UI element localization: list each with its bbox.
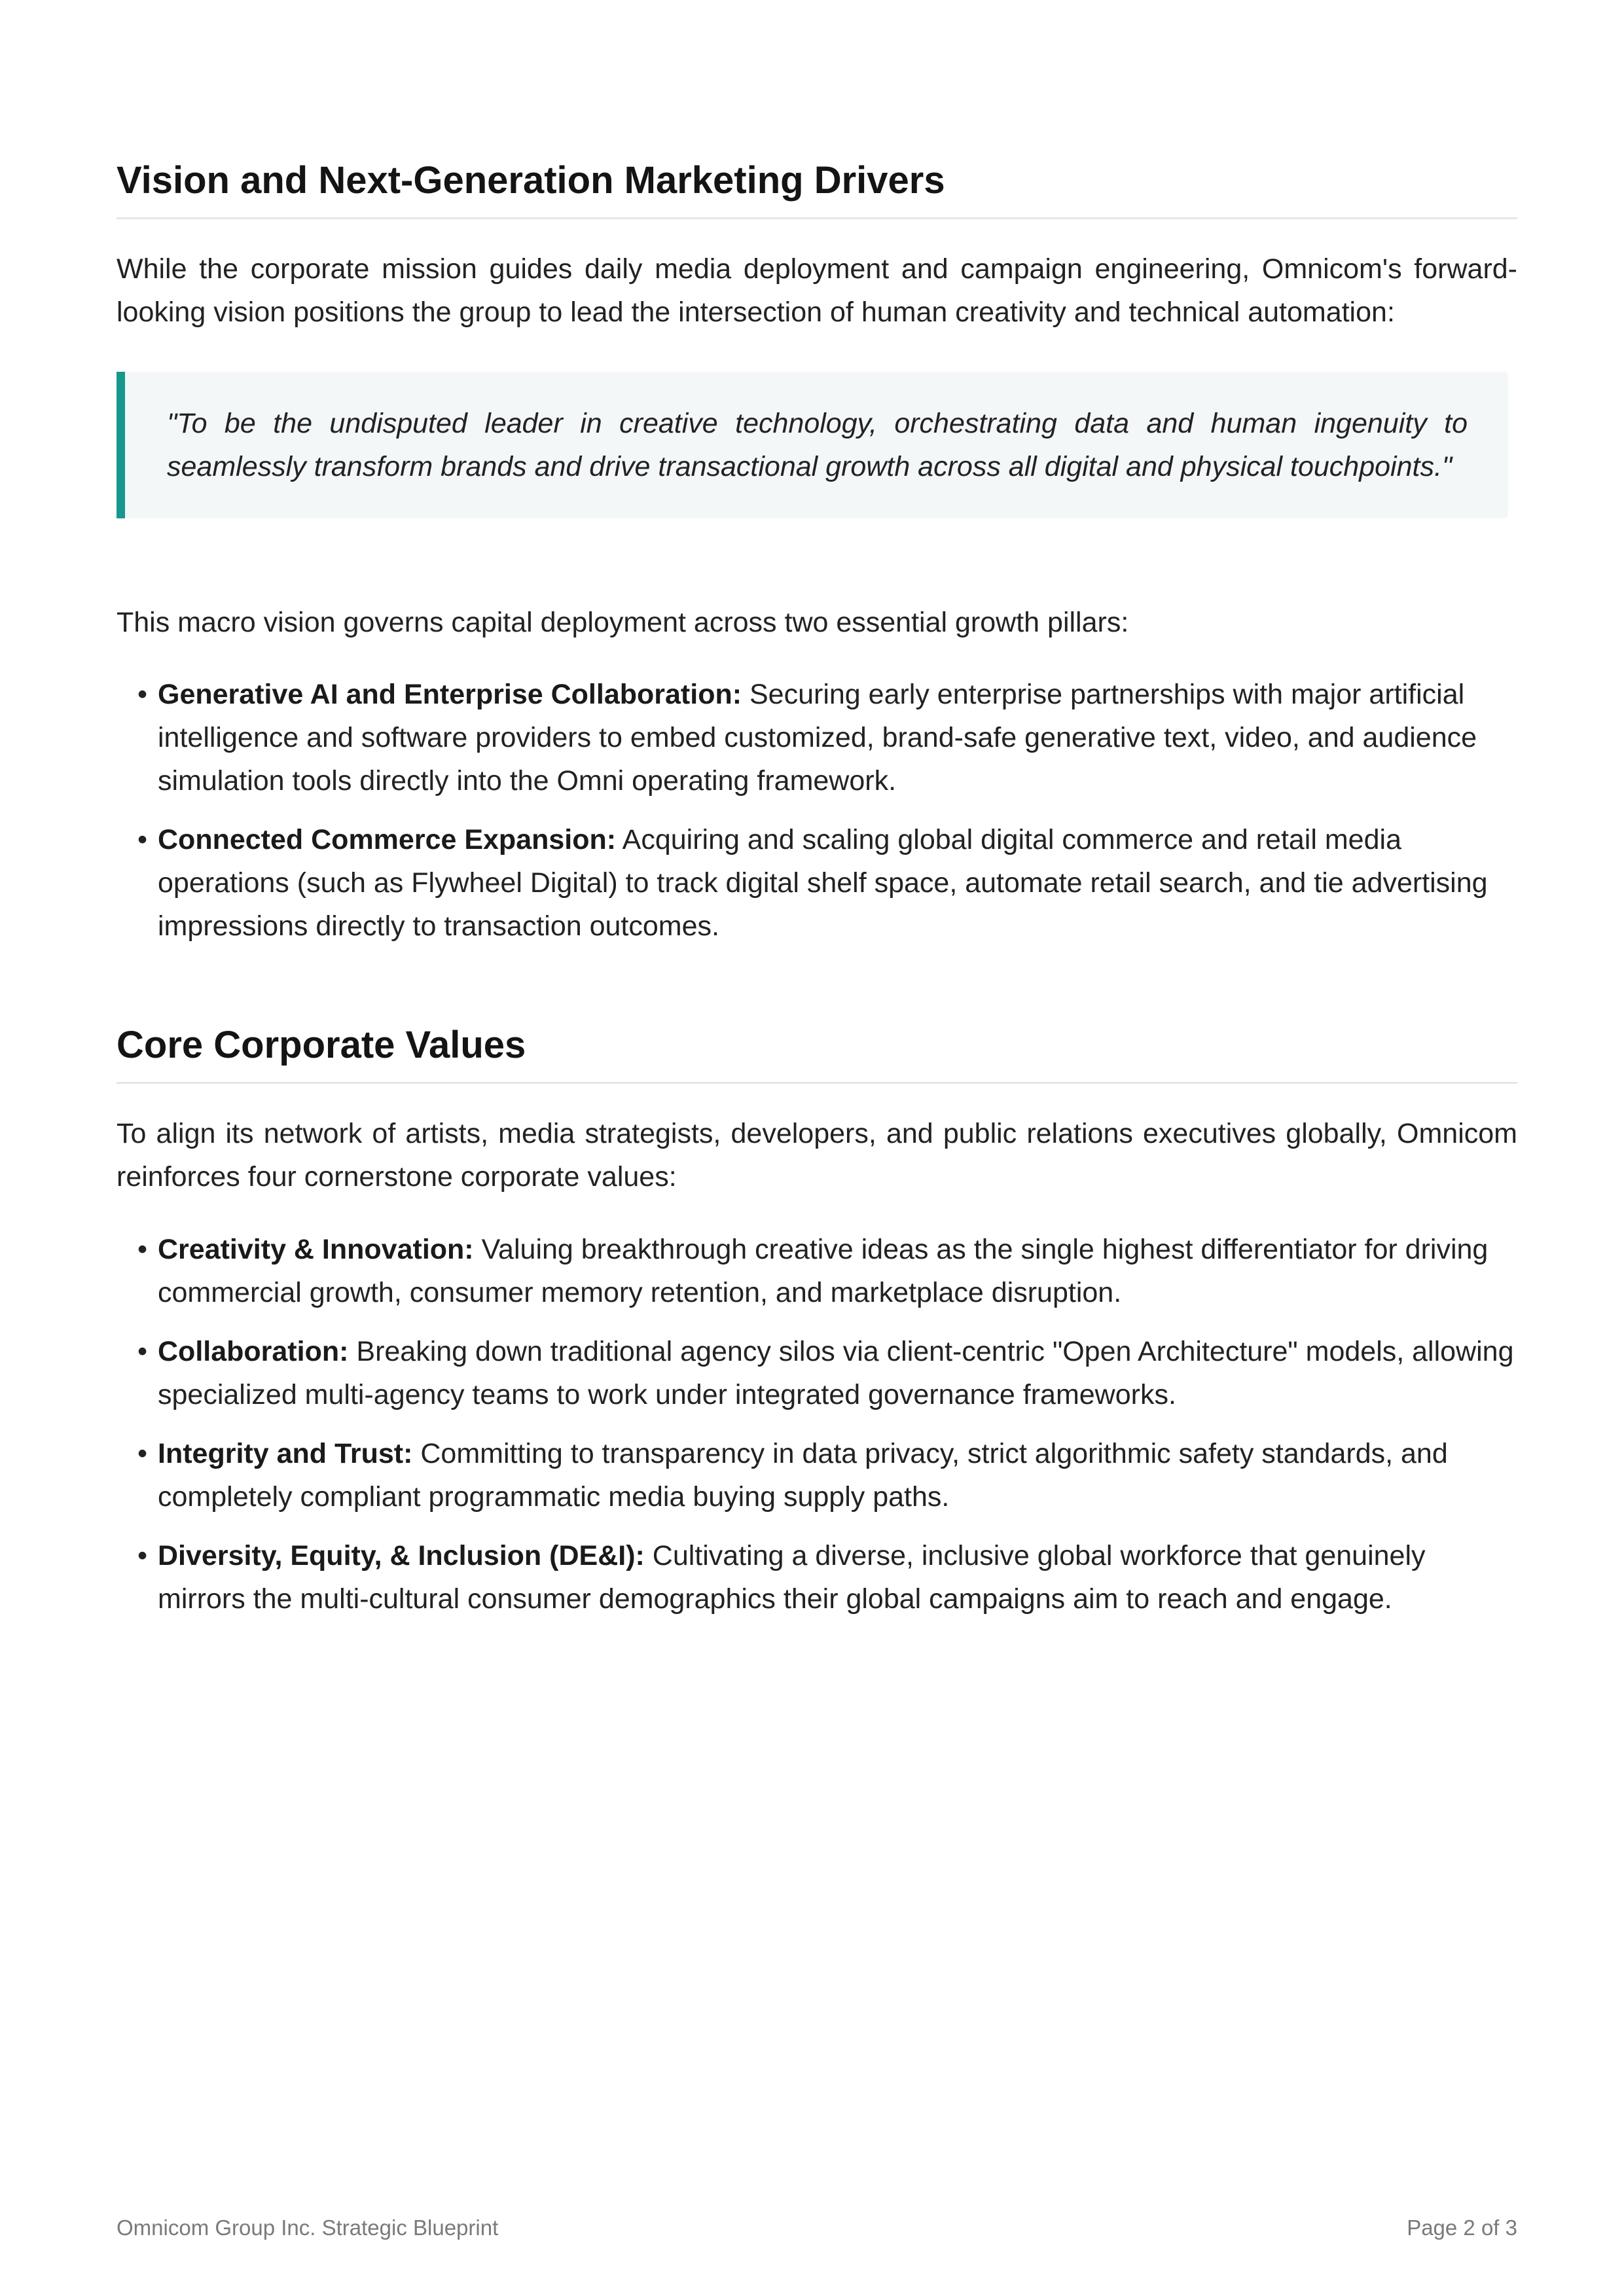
bullet-icon: • — [137, 1438, 148, 1469]
list-item-text: Valuing breakthrough creative ideas as the single highest differentiator for driving commercial growth, consumer memory retention, and marketplace disruption. — [158, 1234, 1489, 1308]
bullet-icon: • — [137, 679, 148, 710]
list-item-text: Securing early enterprise partnerships with major artificial intelligence and software providers to embed customized, brand-safe generative text, video, and audience simulation tools directly into the Omni operating framework. — [158, 679, 1477, 797]
list-item-text: Breaking down traditional agency silos via client-centric "Open Architecture" models, allowing specialized multi-agency teams to work under integrated governance frameworks. — [158, 1336, 1514, 1410]
bullet-icon: • — [137, 1540, 148, 1571]
list-item-text: Committing to transparency in data privacy, strict algorithmic safety standards, and completely compliant programmatic media buying supply paths. — [158, 1438, 1448, 1513]
footer-document-title: Omnicom Group Inc. Strategic Blueprint — [117, 2215, 499, 2240]
list-item-term: Diversity, Equity, & Inclusion (DE&I): — [158, 1540, 645, 1571]
values-intro-paragraph: To align its network of artists, media strategists, developers, and public relations executives globally, Omnicom reinforces four cornerstone corporate values: — [117, 1118, 1517, 1193]
bullet-icon: • — [137, 824, 148, 855]
vision-quote-block — [117, 372, 1508, 518]
list-item-term: Connected Commerce Expansion: — [158, 824, 617, 855]
list-item — [117, 1228, 1517, 1314]
bullet-icon: • — [137, 1336, 148, 1367]
list-item — [117, 1534, 1517, 1621]
list-item-term: Integrity and Trust: — [158, 1438, 413, 1469]
list-item — [117, 1330, 1517, 1416]
list-item — [117, 673, 1517, 802]
section-heading-values: Core Corporate Values — [117, 1022, 1517, 1084]
list-item — [117, 818, 1517, 948]
footer-page-number: Page 2 of 3 — [1407, 2215, 1517, 2240]
corporate-values-list — [117, 1228, 1517, 1621]
list-item-term: Collaboration: — [158, 1336, 349, 1367]
bullet-icon: • — [137, 1234, 148, 1265]
vision-lead-paragraph: This macro vision governs capital deployment across two essential growth pillars: — [117, 607, 1129, 638]
list-item-text: Acquiring and scaling global digital commerce and retail media operations (such as Flywheel Digital) to track digital shelf space, automate retail search, and tie advertising impressions directly to transaction outcomes. — [158, 824, 1488, 942]
vision-quote-text: "To be the undisputed leader in creative technology, orchestrating data and human ingenuity to seamlessly transform brands and drive transactional growth across all digital and physical touchpoints." — [167, 408, 1468, 482]
list-item-term: Generative AI and Enterprise Collaboration: — [158, 679, 742, 710]
list-item-term: Creativity & Innovation: — [158, 1234, 474, 1265]
growth-pillars-list — [117, 673, 1517, 948]
list-item — [117, 1432, 1517, 1518]
list-item-text: Cultivating a diverse, inclusive global workforce that genuinely mirrors the multi-cultural consumer demographics their global campaigns aim to reach and engage. — [158, 1540, 1426, 1615]
vision-intro-paragraph: While the corporate mission guides daily media deployment and campaign engineering, Omnicom's forward-looking vision positions the group to lead the intersection of human creativity and technical automation: — [117, 253, 1517, 328]
section-heading-vision: Vision and Next-Generation Marketing Drivers — [117, 157, 1517, 219]
document-page — [117, 0, 1517, 2296]
